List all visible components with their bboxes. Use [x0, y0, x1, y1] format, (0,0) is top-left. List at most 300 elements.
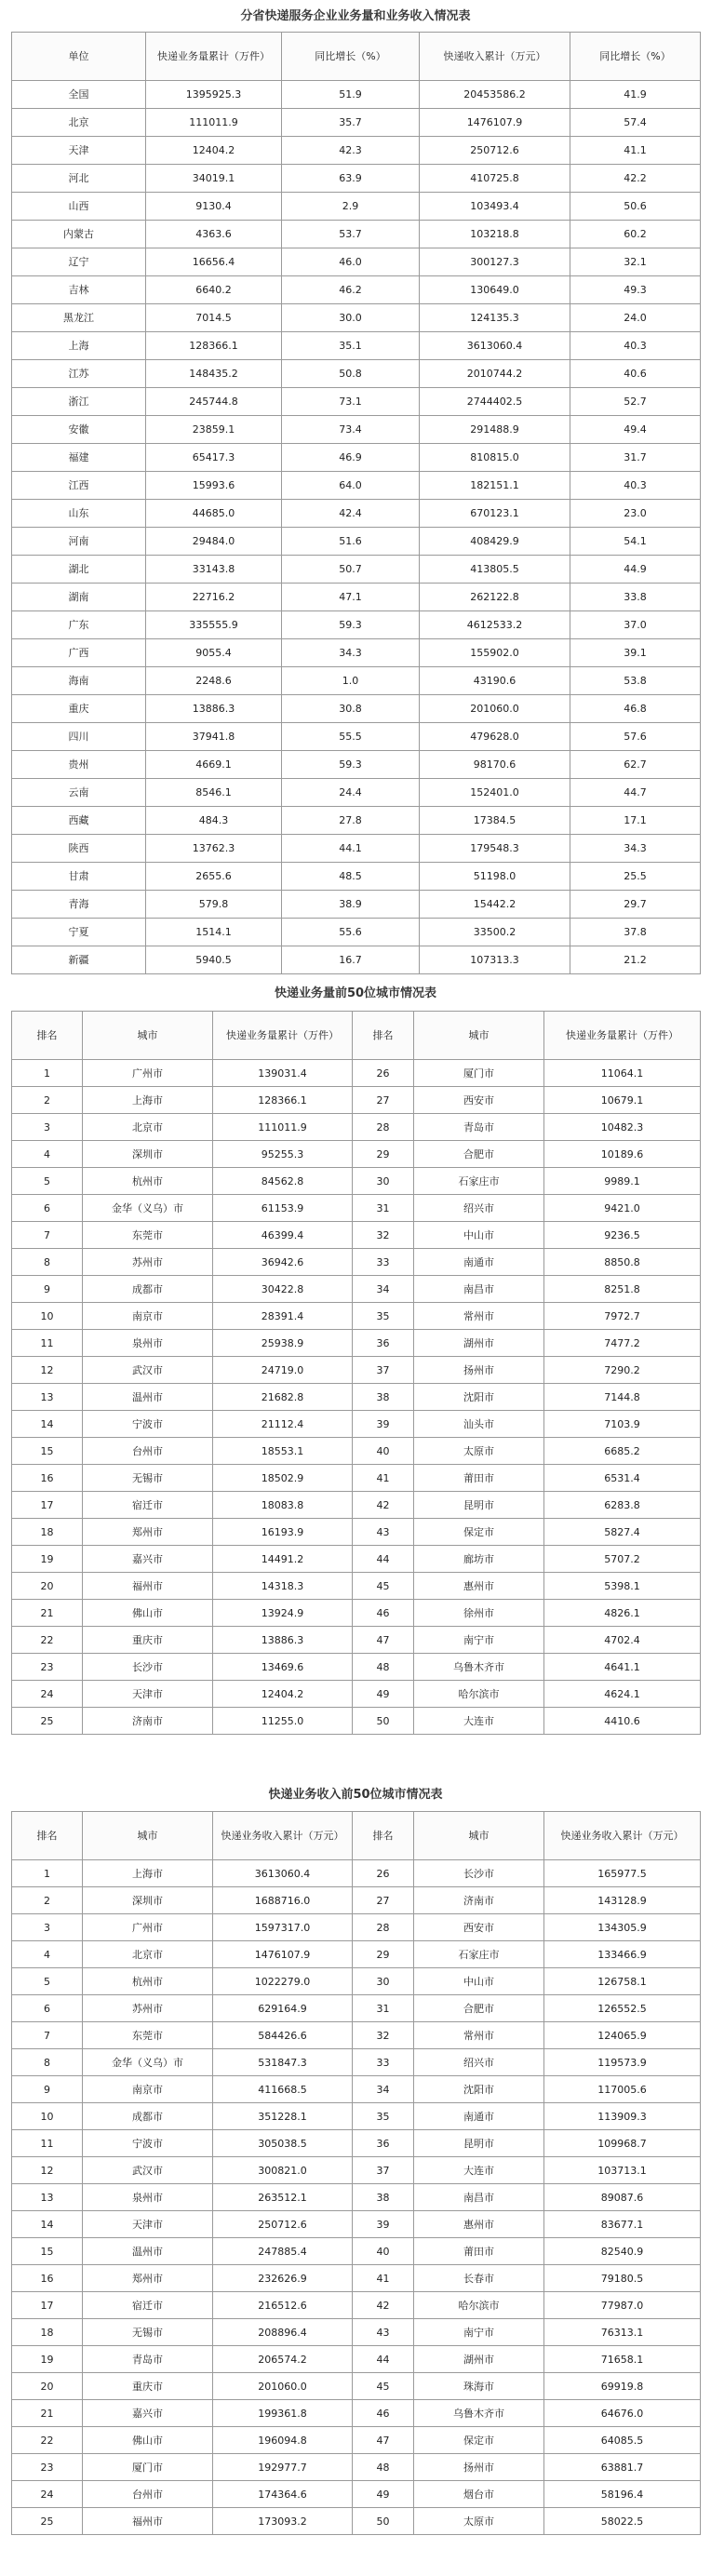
table-cell: 16656.4	[146, 248, 282, 276]
table-cell: 174364.6	[213, 2481, 353, 2508]
table-cell: 1022279.0	[213, 1968, 353, 1995]
table-cell: 绍兴市	[414, 1195, 544, 1222]
table-cell: 206574.2	[213, 2346, 353, 2373]
table-cell: 262122.8	[420, 584, 570, 611]
table-cell: 辽宁	[12, 248, 146, 276]
table-cell: 常州市	[414, 1303, 544, 1330]
table-cell: 16	[12, 1465, 83, 1492]
table-row	[12, 2265, 701, 2292]
table-cell: 18	[12, 2319, 83, 2346]
table-cell: 65417.3	[146, 444, 282, 472]
table-cell: 重庆	[12, 695, 146, 723]
table-row	[12, 863, 701, 891]
table-cell: 29	[353, 1141, 414, 1168]
table-cell: 11255.0	[213, 1708, 353, 1735]
table-row	[12, 248, 701, 276]
table-cell: 1	[12, 1060, 83, 1087]
table-cell: 26	[353, 1860, 414, 1887]
table-cell: 73.1	[282, 388, 420, 416]
table-cell: 惠州市	[414, 1573, 544, 1600]
table-cell: 青海	[12, 891, 146, 919]
table-row	[12, 81, 701, 109]
table-row	[12, 221, 701, 248]
table-cell: 青岛市	[414, 1114, 544, 1141]
table-row	[12, 137, 701, 165]
table-cell: 21112.4	[213, 1411, 353, 1438]
table-cell: 2744402.5	[420, 388, 570, 416]
table-cell: 1.0	[282, 667, 420, 695]
table-row	[12, 2508, 701, 2535]
table-cell: 479628.0	[420, 723, 570, 751]
table-row	[12, 2292, 701, 2319]
table-cell: 5	[12, 1168, 83, 1195]
table-cell: 大连市	[414, 2157, 544, 2184]
table-cell: 53.7	[282, 221, 420, 248]
table-row	[12, 1995, 701, 2022]
table-cell: 北京市	[83, 1114, 213, 1141]
table-cell: 天津市	[83, 2211, 213, 2238]
t2-header-5: 快递业务量累计（万件）	[544, 1012, 701, 1060]
table-cell: 温州市	[83, 2238, 213, 2265]
table-cell: 2655.6	[146, 863, 282, 891]
table-cell: 保定市	[414, 1519, 544, 1546]
t1-header-2: 同比增长（%）	[282, 33, 420, 81]
table-cell: 411668.5	[213, 2076, 353, 2103]
table-cell: 40	[353, 2238, 414, 2265]
table-cell: 2010744.2	[420, 360, 570, 388]
table-cell: 21	[12, 1600, 83, 1627]
table-cell: 昆明市	[414, 1492, 544, 1519]
table-cell: 合肥市	[414, 1995, 544, 2022]
table-cell: 29	[353, 1941, 414, 1968]
province-express-table	[11, 32, 701, 974]
table-cell: 62.7	[570, 751, 701, 779]
table-cell: 14	[12, 1411, 83, 1438]
table-cell: 宁波市	[83, 1411, 213, 1438]
table-cell: 四川	[12, 723, 146, 751]
table-cell: 119573.9	[544, 2049, 701, 2076]
table-cell: 82540.9	[544, 2238, 701, 2265]
table-cell: 合肥市	[414, 1141, 544, 1168]
table-cell: 59.3	[282, 751, 420, 779]
table-cell: 23	[12, 1654, 83, 1681]
table-cell: 武汉市	[83, 1357, 213, 1384]
table-row	[12, 2157, 701, 2184]
table-row	[12, 807, 701, 835]
table-cell: 34	[353, 2076, 414, 2103]
table-cell: 34019.1	[146, 165, 282, 193]
table-cell: 42	[353, 2292, 414, 2319]
table-cell: 26	[353, 1060, 414, 1087]
table-cell: 金华（义乌）市	[83, 2049, 213, 2076]
table-cell: 4	[12, 1141, 83, 1168]
table-cell: 东莞市	[83, 1222, 213, 1249]
table-cell: 133466.9	[544, 1941, 701, 1968]
table-cell: 39	[353, 2211, 414, 2238]
table-cell: 51.9	[282, 81, 420, 109]
table-cell: 20	[12, 1573, 83, 1600]
table-row	[12, 1195, 701, 1222]
table-row	[12, 639, 701, 667]
table-cell: 46399.4	[213, 1222, 353, 1249]
table-cell: 182151.1	[420, 472, 570, 500]
table-cell: 23	[12, 2454, 83, 2481]
table-cell: 305038.5	[213, 2130, 353, 2157]
table-cell: 49.3	[570, 276, 701, 304]
table-cell: 40	[353, 1438, 414, 1465]
table3-title: 快递业务收入前50位城市情况表	[268, 1788, 443, 1802]
table-cell: 27.8	[282, 807, 420, 835]
table-cell: 石家庄市	[414, 1941, 544, 1968]
table-cell: 41.9	[570, 81, 701, 109]
table-row	[12, 2076, 701, 2103]
t2-header-0: 排名	[12, 1012, 83, 1060]
table2-title: 快递业务量前50位城市情况表	[274, 986, 437, 1000]
table-cell: 南宁市	[414, 2319, 544, 2346]
table-cell: 143128.9	[544, 1887, 701, 1914]
table-cell: 7	[12, 1222, 83, 1249]
table-cell: 27	[353, 1087, 414, 1114]
table-cell: 厦门市	[83, 2454, 213, 2481]
table-cell: 73.4	[282, 416, 420, 444]
table-cell: 4702.4	[544, 1627, 701, 1654]
table-cell: 宁波市	[83, 2130, 213, 2157]
table-cell: 33	[353, 2049, 414, 2076]
table-cell: 250712.6	[213, 2211, 353, 2238]
table-cell: 30.8	[282, 695, 420, 723]
table-cell: 64676.0	[544, 2400, 701, 2427]
table-cell: 莆田市	[414, 1465, 544, 1492]
table-cell: 44	[353, 1546, 414, 1573]
table-cell: 1597317.0	[213, 1914, 353, 1941]
table-cell: 扬州市	[414, 1357, 544, 1384]
table-cell: 98170.6	[420, 751, 570, 779]
table-cell: 54.1	[570, 528, 701, 556]
table-cell: 44.9	[570, 556, 701, 584]
table-row	[12, 1168, 701, 1195]
table-cell: 34.3	[570, 835, 701, 863]
table-cell: 245744.8	[146, 388, 282, 416]
table-cell: 48.5	[282, 863, 420, 891]
table-cell: 29.7	[570, 891, 701, 919]
table-cell: 199361.8	[213, 2400, 353, 2427]
table-cell: 武汉市	[83, 2157, 213, 2184]
table-cell: 厦门市	[414, 1060, 544, 1087]
table-cell: 35	[353, 2103, 414, 2130]
table-cell: 27	[353, 1887, 414, 1914]
table-cell: 124135.3	[420, 304, 570, 332]
table-cell: 408429.9	[420, 528, 570, 556]
table-cell: 4410.6	[544, 1708, 701, 1735]
table-row	[12, 2238, 701, 2265]
table-cell: 河北	[12, 165, 146, 193]
table-cell: 4363.6	[146, 221, 282, 248]
table-cell: 46.8	[570, 695, 701, 723]
table-row	[12, 1303, 701, 1330]
table-row	[12, 1060, 701, 1087]
table-cell: 43190.6	[420, 667, 570, 695]
table-cell: 中山市	[414, 1968, 544, 1995]
table-cell: 57.4	[570, 109, 701, 137]
table-cell: 哈尔滨市	[414, 1681, 544, 1708]
table-cell: 12	[12, 1357, 83, 1384]
table-row	[12, 109, 701, 137]
table-cell: 南京市	[83, 1303, 213, 1330]
table-cell: 安徽	[12, 416, 146, 444]
table-row	[12, 444, 701, 472]
table-cell: 11064.1	[544, 1060, 701, 1087]
table-cell: 陕西	[12, 835, 146, 863]
table-cell: 128366.1	[213, 1087, 353, 1114]
table-row	[12, 1968, 701, 1995]
table-cell: 413805.5	[420, 556, 570, 584]
table-cell: 36	[353, 1330, 414, 1357]
table-cell: 34.3	[282, 639, 420, 667]
table-cell: 常州市	[414, 2022, 544, 2049]
table-cell: 15	[12, 1438, 83, 1465]
t3-header-4: 城市	[414, 1812, 544, 1860]
table-row	[12, 2184, 701, 2211]
table-cell: 保定市	[414, 2427, 544, 2454]
table-cell: 291488.9	[420, 416, 570, 444]
table-cell: 351228.1	[213, 2103, 353, 2130]
table-row	[12, 165, 701, 193]
table-cell: 济南市	[414, 1887, 544, 1914]
table-cell: 77987.0	[544, 2292, 701, 2319]
table-cell: 79180.5	[544, 2265, 701, 2292]
table-cell: 37.0	[570, 611, 701, 639]
table-cell: 46	[353, 1600, 414, 1627]
table-cell: 广州市	[83, 1060, 213, 1087]
table-cell: 河南	[12, 528, 146, 556]
table-cell: 13469.6	[213, 1654, 353, 1681]
table-cell: 重庆市	[83, 2373, 213, 2400]
table-cell: 263512.1	[213, 2184, 353, 2211]
table-cell: 全国	[12, 81, 146, 109]
table-cell: 39.1	[570, 639, 701, 667]
table-cell: 28	[353, 1114, 414, 1141]
table-cell: 2	[12, 1887, 83, 1914]
table-cell: 福州市	[83, 1573, 213, 1600]
table-row	[12, 2400, 701, 2427]
table-cell: 宁夏	[12, 919, 146, 946]
table-cell: 165977.5	[544, 1860, 701, 1887]
table-cell: 4826.1	[544, 1600, 701, 1627]
table-cell: 14318.3	[213, 1573, 353, 1600]
table-cell: 179548.3	[420, 835, 570, 863]
table-cell: 30.0	[282, 304, 420, 332]
table-cell: 浙江	[12, 388, 146, 416]
table-row	[12, 891, 701, 919]
table-cell: 4641.1	[544, 1654, 701, 1681]
t2-header-4: 城市	[414, 1012, 544, 1060]
table-cell: 38.9	[282, 891, 420, 919]
table-row	[12, 472, 701, 500]
table-cell: 海南	[12, 667, 146, 695]
table-cell: 28	[353, 1914, 414, 1941]
table-cell: 青岛市	[83, 2346, 213, 2373]
table-cell: 广州市	[83, 1914, 213, 1941]
t1-header-4: 同比增长（%）	[570, 33, 701, 81]
table-cell: 8	[12, 1249, 83, 1276]
table-cell: 25.5	[570, 863, 701, 891]
table-row	[12, 611, 701, 639]
table-row	[12, 1546, 701, 1573]
table-cell: 3	[12, 1914, 83, 1941]
table-cell: 32	[353, 2022, 414, 2049]
table-cell: 7103.9	[544, 1411, 701, 1438]
table-cell: 173093.2	[213, 2508, 353, 2535]
table-cell: 惠州市	[414, 2211, 544, 2238]
table-cell: 139031.4	[213, 1060, 353, 1087]
table-cell: 107313.3	[420, 946, 570, 974]
table-cell: 111011.9	[213, 1114, 353, 1141]
table-cell: 152401.0	[420, 779, 570, 807]
table-cell: 130649.0	[420, 276, 570, 304]
table-cell: 41.1	[570, 137, 701, 165]
table-cell: 10679.1	[544, 1087, 701, 1114]
table-cell: 17	[12, 1492, 83, 1519]
table-cell: 成都市	[83, 1276, 213, 1303]
table-cell: 5940.5	[146, 946, 282, 974]
table-row	[12, 1887, 701, 1914]
table-cell: 4669.1	[146, 751, 282, 779]
table-cell: 103493.4	[420, 193, 570, 221]
t1-header-1: 快递业务量累计（万件）	[146, 33, 282, 81]
table-cell: 18083.8	[213, 1492, 353, 1519]
table-cell: 3613060.4	[420, 332, 570, 360]
table-cell: 37941.8	[146, 723, 282, 751]
table-cell: 9236.5	[544, 1222, 701, 1249]
table-cell: 47.1	[282, 584, 420, 611]
table-cell: 徐州市	[414, 1600, 544, 1627]
table-cell: 南昌市	[414, 2184, 544, 2211]
table-cell: 49	[353, 1681, 414, 1708]
table-cell: 38	[353, 1384, 414, 1411]
table-cell: 579.8	[146, 891, 282, 919]
table-cell: 15	[12, 2238, 83, 2265]
table-cell: 22	[12, 2427, 83, 2454]
table-cell: 上海市	[83, 1087, 213, 1114]
table-cell: 300821.0	[213, 2157, 353, 2184]
table-cell: 69919.8	[544, 2373, 701, 2400]
table-row	[12, 276, 701, 304]
table-cell: 124065.9	[544, 2022, 701, 2049]
table-row	[12, 1860, 701, 1887]
table-cell: 43	[353, 1519, 414, 1546]
table-cell: 111011.9	[146, 109, 282, 137]
table-cell: 58022.5	[544, 2508, 701, 2535]
table-row	[12, 388, 701, 416]
table-row	[12, 946, 701, 974]
table-cell: 6685.2	[544, 1438, 701, 1465]
table-row	[12, 1411, 701, 1438]
table-cell: 西藏	[12, 807, 146, 835]
table-cell: 49.4	[570, 416, 701, 444]
table-cell: 福州市	[83, 2508, 213, 2535]
table-cell: 44	[353, 2346, 414, 2373]
table-cell: 昆明市	[414, 2130, 544, 2157]
table-cell: 7290.2	[544, 1357, 701, 1384]
table-cell: 深圳市	[83, 1887, 213, 1914]
table-cell: 44.7	[570, 779, 701, 807]
table-cell: 21682.8	[213, 1384, 353, 1411]
table-cell: 300127.3	[420, 248, 570, 276]
table-cell: 32	[353, 1222, 414, 1249]
table-cell: 4612533.2	[420, 611, 570, 639]
table-cell: 43	[353, 2319, 414, 2346]
table-cell: 25	[12, 2508, 83, 2535]
table-cell: 1476107.9	[420, 109, 570, 137]
table-cell: 6283.8	[544, 1492, 701, 1519]
table-row	[12, 1681, 701, 1708]
table-cell: 810815.0	[420, 444, 570, 472]
table-cell: 32.1	[570, 248, 701, 276]
table-cell: 太原市	[414, 1438, 544, 1465]
table-cell: 30	[353, 1168, 414, 1195]
t1-header-3: 快递收入累计（万元）	[420, 33, 570, 81]
table-cell: 江西	[12, 472, 146, 500]
table-cell: 37	[353, 1357, 414, 1384]
table-cell: 10189.6	[544, 1141, 701, 1168]
table-cell: 670123.1	[420, 500, 570, 528]
table-cell: 8251.8	[544, 1276, 701, 1303]
table-cell: 甘肃	[12, 863, 146, 891]
table-cell: 232626.9	[213, 2265, 353, 2292]
table-cell: 24	[12, 1681, 83, 1708]
table-row	[12, 2103, 701, 2130]
table-cell: 嘉兴市	[83, 1546, 213, 1573]
table-row	[12, 193, 701, 221]
table-cell: 250712.6	[420, 137, 570, 165]
table-row	[12, 1914, 701, 1941]
table1-title: 分省快递服务企业业务量和业务收入情况表	[240, 9, 471, 23]
table-cell: 4	[12, 1941, 83, 1968]
table-cell: 19	[12, 2346, 83, 2373]
t3-header-1: 城市	[83, 1812, 213, 1860]
t3-header-5: 快递业务收入累计（万元）	[544, 1812, 701, 1860]
table-cell: 9	[12, 1276, 83, 1303]
table-cell: 24.4	[282, 779, 420, 807]
table-cell: 410725.8	[420, 165, 570, 193]
city-revenue-table	[11, 1811, 701, 2535]
table-cell: 50.7	[282, 556, 420, 584]
table-cell: 苏州市	[83, 1249, 213, 1276]
table-cell: 37.8	[570, 919, 701, 946]
table-cell: 10	[12, 2103, 83, 2130]
table-cell: 247885.4	[213, 2238, 353, 2265]
table-row	[12, 2319, 701, 2346]
table-cell: 23.0	[570, 500, 701, 528]
table-row	[12, 2022, 701, 2049]
table-cell: 584426.6	[213, 2022, 353, 2049]
table-cell: 57.6	[570, 723, 701, 751]
table-cell: 3	[12, 1114, 83, 1141]
t3-header-2: 快递业务收入累计（万元）	[213, 1812, 353, 1860]
table-row	[12, 1519, 701, 1546]
table-cell: 45	[353, 2373, 414, 2400]
table-cell: 128366.1	[146, 332, 282, 360]
table-cell: 中山市	[414, 1222, 544, 1249]
table-cell: 16	[12, 2265, 83, 2292]
table-cell: 太原市	[414, 2508, 544, 2535]
table-row	[12, 1492, 701, 1519]
table-cell: 39	[353, 1411, 414, 1438]
table-cell: 12404.2	[146, 137, 282, 165]
table-cell: 25938.9	[213, 1330, 353, 1357]
table-cell: 11	[12, 2130, 83, 2157]
table-cell: 9989.1	[544, 1168, 701, 1195]
